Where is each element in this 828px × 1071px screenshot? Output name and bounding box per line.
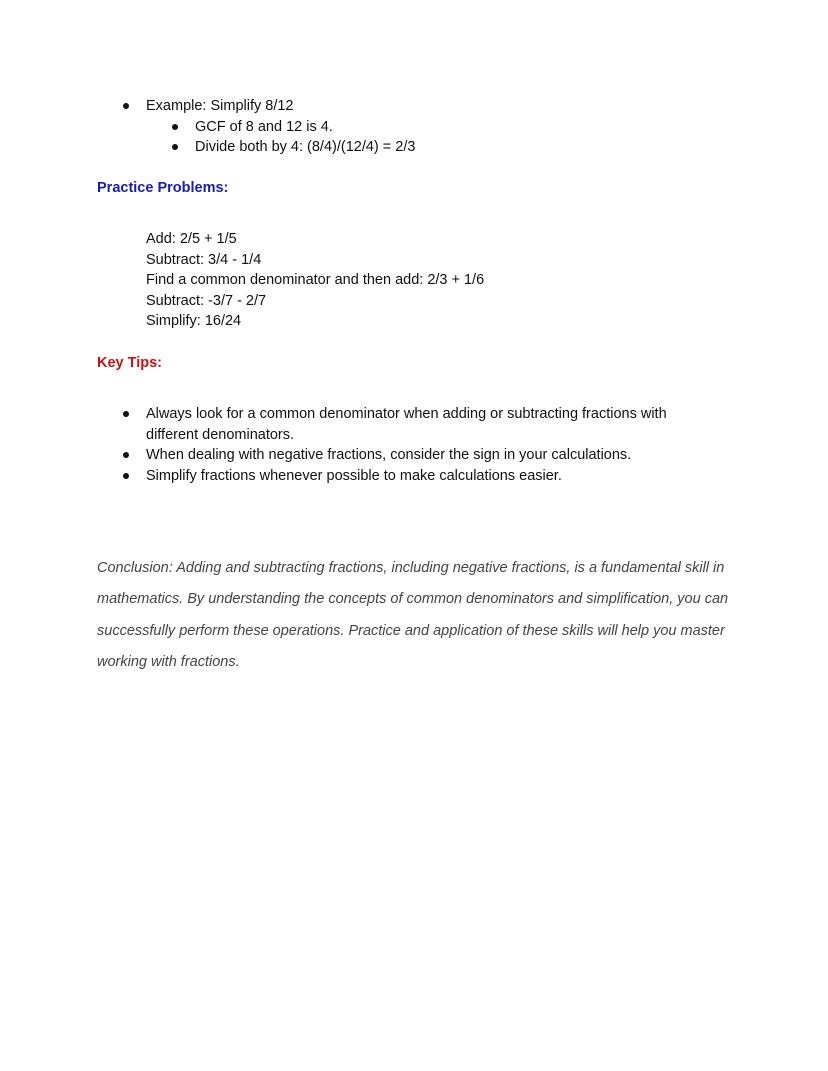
practice-problem: Subtract: 3/4 - 1/4 [146,251,262,268]
bullet-icon [123,473,129,479]
bullet-icon [123,103,129,109]
practice-heading: Practice Problems: [97,180,229,196]
practice-problem: Subtract: -3/7 - 2/7 [146,292,267,309]
practice-problem: Add: 2/5 + 1/5 [146,231,237,247]
example-label: Example: Simplify 8/12 [146,98,294,114]
key-tips-heading: Key Tips: [97,355,163,371]
tip-item-continuation: different denominators. [146,427,295,443]
example-step-1: GCF of 8 and 12 is 4. [195,119,333,135]
bullet-icon [172,144,178,150]
bullet-icon [172,124,178,130]
example-step-2: Divide both by 4: (8/4)/(12/4) = 2/3 [195,139,416,155]
practice-problem-list [146,229,484,332]
conclusion-paragraph: Conclusion: Adding and subtracting fractions, including negative fractions, is a fundamental skill in mathematics. By understanding the concepts of common denominators and simplification, you can successfully perform these operations. Practice and application of these skills will help you master working with fractions. [97,560,729,670]
tip-item: Always look for a common denominator when adding or subtracting fractions with [146,406,667,422]
practice-problem: Simplify: 16/24 [146,313,242,329]
tip-item: When dealing with negative fractions, consider the sign in your calculations. [146,447,632,463]
bullet-icon [123,452,129,458]
bullet-icon [123,411,129,417]
tip-item: Simplify fractions whenever possible to make calculations easier. [146,468,562,484]
practice-problem: Find a common denominator and then add: 2/3 + 1/6 [146,272,485,288]
